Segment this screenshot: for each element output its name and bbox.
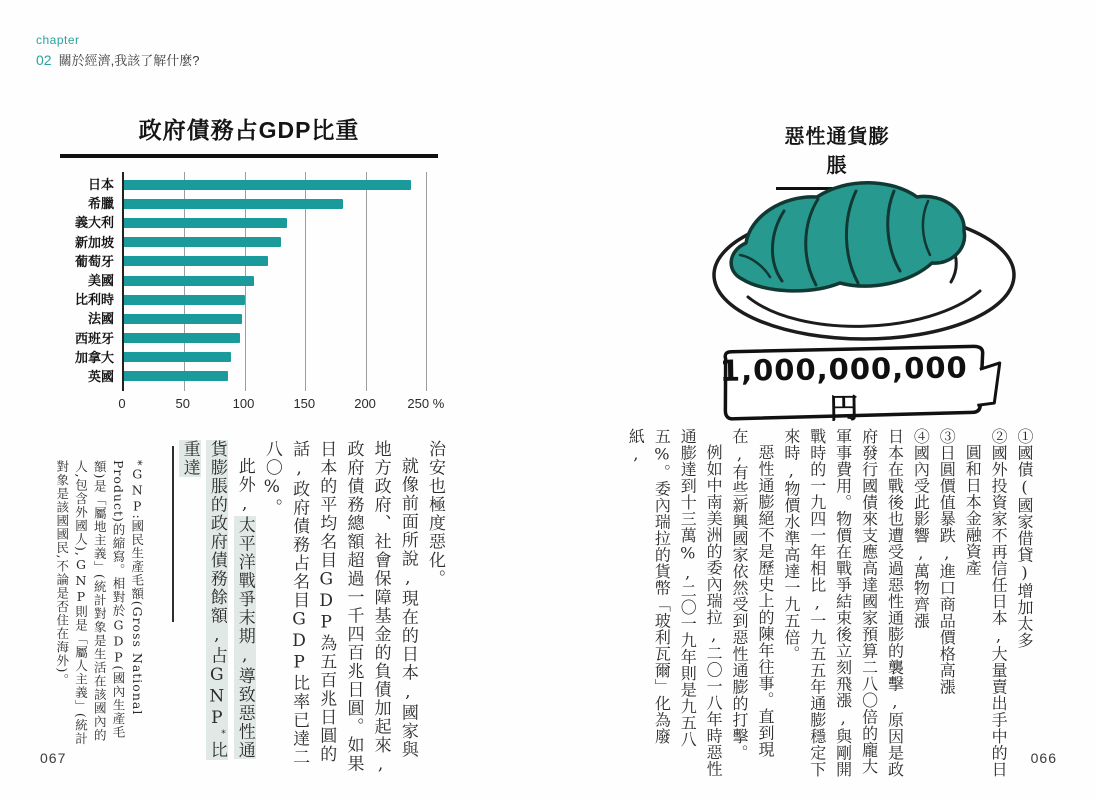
list-item: ④國內受此影響,萬物齊漲 [911, 428, 931, 629]
right-body-text [623, 428, 1038, 780]
footnote-asterisk: * [130, 460, 144, 467]
chapter-label: chapter [36, 33, 80, 47]
paragraph: 就像前面所說,現在的日本,國家與地方政府、社會保障基金的負債加起來,政府債務總額超過一千四百兆日圓。如果日本的平均名目GDP為五百兆日圓的話,政府債務占名目GDP比率已達二八〇%。 [261, 440, 418, 776]
bar-label: 英國 [87, 368, 114, 384]
list-item: ①國債(國家借貸)增加太多 [1015, 428, 1034, 649]
tick-label: 250 % [407, 396, 445, 412]
chapter-header [36, 32, 199, 72]
bar-label: 加拿大 [74, 349, 114, 365]
bar [124, 352, 231, 362]
page-number-right: 066 [1030, 750, 1057, 766]
tick-label: 150 [293, 396, 316, 412]
bar [124, 199, 343, 209]
chart-category-labels [60, 172, 122, 391]
chapter-number: 02 [36, 52, 52, 69]
bar [124, 314, 242, 324]
bar-label: 新加坡 [74, 234, 114, 250]
bar [124, 218, 287, 228]
hyperinflation-title: 惡性通貨膨脹 [776, 120, 898, 190]
bar [124, 295, 245, 305]
chart-title: 政府債務占GDP比重 [138, 117, 360, 143]
price-tag [705, 341, 1006, 425]
price-amount: 1,000,000,000円 [719, 350, 968, 426]
footnote-text [52, 460, 146, 752]
paragraph-highlighted: 此外,太平洋戰爭末期,導致惡性通貨膨脹的政府債務餘額,占GNP*比重達 [179, 440, 255, 760]
bar [124, 256, 268, 266]
highlighted-text: 太平洋戰爭末期,導致惡性通貨膨脹的政府債務餘額,占GNP*比重達 [179, 440, 255, 760]
bar [124, 276, 254, 286]
footnote-paragraph: *GNP:國民生產毛額(Gross National Product)的縮寫。相對於GDP(國內生產毛額)是「屬地主義」(統計對象是生活在該國內的人,包含外國人),GNP則是「屬人主義」(統計對象是該國國民,不論是否住在海外)。 [54, 460, 145, 746]
bar-label: 希臘 [87, 196, 114, 212]
bar-label: 葡萄牙 [74, 253, 114, 269]
tick-label: 0 [118, 396, 126, 412]
bar [124, 333, 240, 343]
footnote-ref-marker: * [218, 729, 229, 741]
bar [124, 180, 411, 190]
bar [124, 237, 281, 247]
croissant-plate-illustration [698, 165, 1030, 351]
paragraph: 惡性通膨絕不是歷史上的陳年往事。直到現在,有些新興國家依然受到惡性通膨的打擊。 [730, 428, 775, 761]
bar-label: 法國 [87, 311, 114, 327]
chart-plot-area [122, 172, 438, 391]
list-item: ③日圓價值暴跌,進口商品價格高漲 [937, 428, 957, 695]
page-number-left: 067 [40, 750, 67, 766]
tick-label: 50 [175, 396, 190, 412]
paragraph: 治安也極度惡化。 [425, 440, 445, 588]
bar-label: 日本 [87, 177, 114, 192]
bar-label: 西班牙 [74, 330, 114, 346]
footnote-divider-rule [172, 446, 174, 622]
chart-title-rule [60, 154, 438, 158]
paragraph: 日本在戰後也遭受過惡性通膨的襲擊,原因是政府發行國債來支應高達國家預算二八〇倍的龐大軍事費用。物價在戰爭結束後立刻飛漲,與剛開戰時的一九四一年相比,一九五五年通膨穩定下來時,物價水準高達一九五倍。 [781, 428, 905, 778]
chapter-title: 關於經濟,我該了解什麼? [58, 53, 200, 69]
gdp-debt-chart [60, 112, 445, 414]
bar-label: 比利時 [74, 292, 114, 308]
left-body-text [175, 440, 448, 776]
paragraph: 例如中南美洲的委內瑞拉,二〇一八年時惡性通膨達到十三萬%,二〇一九年則是九五八五%。委內瑞拉的貨幣「玻利瓦爾」化為廢紙, [626, 428, 724, 777]
tick-label: 200 [354, 396, 376, 412]
bar-label: 美國 [87, 272, 114, 288]
numbered-list [907, 428, 1037, 780]
bar-label: 義大利 [74, 215, 114, 231]
chart-x-axis [118, 394, 445, 414]
bar [124, 371, 228, 381]
tick-label: 100 [232, 396, 255, 412]
list-item: ②國外投資家不再信任日本,大量賣出手中的日圓和日本金融資產 [963, 428, 1009, 778]
